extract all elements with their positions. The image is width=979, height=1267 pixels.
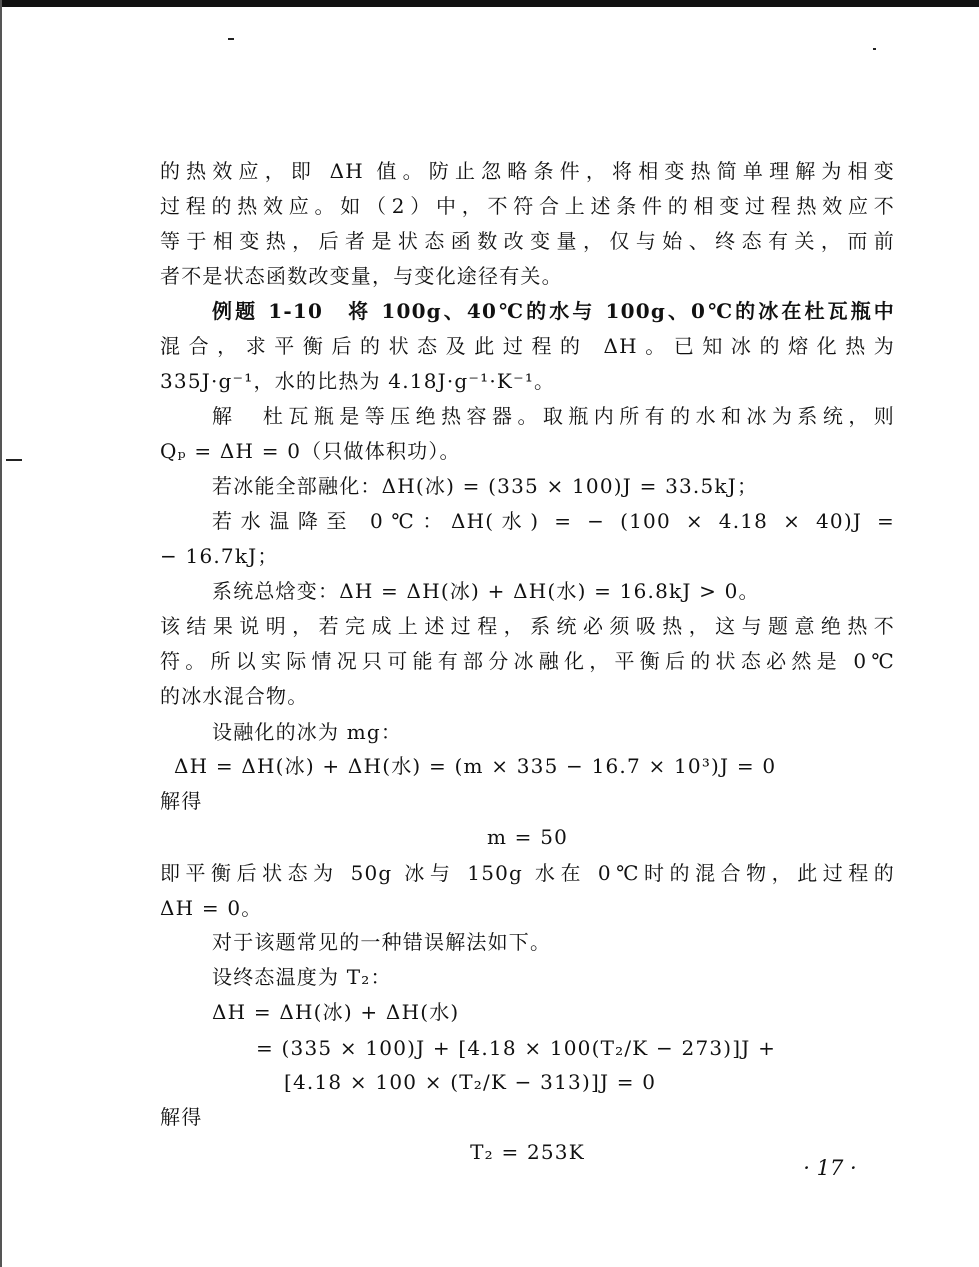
- equation-line: ΔH = ΔH(冰) + ΔH(水) = (m × 335 − 16.7 × 10³)J = 0: [174, 754, 777, 778]
- solution-line: 解 杜瓦瓶是等压绝热容器。取瓶内所有的水和冰为系统，则: [212, 404, 895, 428]
- top-border-rule: [0, 0, 979, 7]
- page-left-edge: [0, 0, 2, 1267]
- paragraph-line: 的热效应，即 ΔH 值。防止忽略条件，将相变热简单理解为相变: [160, 159, 895, 183]
- page-number: · 17 ·: [803, 1156, 857, 1180]
- paragraph-line: 该结果说明，若完成上述过程，系统必须吸热，这与题意绝热不: [160, 614, 895, 638]
- paragraph-line: 解得: [160, 789, 203, 813]
- paragraph-line: 即平衡后状态为 50g 冰与 150g 水在 0℃时的混合物，此过程的: [160, 861, 895, 885]
- paragraph-line: 等于相变热，后者是状态函数改变量，仅与始、终态有关，而前: [160, 229, 895, 253]
- equation-line: Qₚ = ΔH = 0（只做体积功）。: [160, 439, 461, 463]
- paragraph-line: 符。所以实际情况只可能有部分冰融化，平衡后的状态必然是 0℃: [160, 649, 895, 673]
- equation-line: [4.18 × 100 × (T₂/K − 313)]J = 0: [284, 1070, 657, 1094]
- paragraph-line: 设融化的冰为 mg：: [212, 720, 403, 744]
- paragraph-line: 335J·g⁻¹，水的比热为 4.18J·g⁻¹·K⁻¹。: [160, 369, 556, 393]
- scan-speck: [6, 459, 22, 461]
- paragraph-line: 者不是状态函数改变量，与变化途径有关。: [160, 264, 563, 288]
- equation-line: ΔH = 0。: [160, 896, 263, 920]
- equation-line: − 16.7kJ；: [160, 544, 279, 568]
- paragraph-line: 过程的热效应。如（2）中，不符合上述条件的相变过程热效应不: [160, 194, 895, 218]
- equation-line: 若冰能全部融化：ΔH(冰) = (335 × 100)J = 33.5kJ；: [212, 474, 759, 498]
- equation-line: 系统总焓变：ΔH = ΔH(冰) + ΔH(水) = 16.8kJ > 0。: [212, 579, 760, 603]
- paragraph-line: 解得: [160, 1105, 203, 1129]
- paragraph-line: 混合，求平衡后的状态及此过程的 ΔH。已知冰的熔化热为: [160, 334, 895, 358]
- equation-line: = (335 × 100)J + [4.18 × 100(T₂/K − 273)]J +: [256, 1036, 777, 1060]
- equation-line: 若水温降至 0℃：ΔH(水) = − (100 × 4.18 × 40)J =: [212, 509, 895, 533]
- equation-result: T₂ = 253K: [470, 1140, 585, 1164]
- paragraph-line: 对于该题常见的一种错误解法如下。: [212, 930, 552, 954]
- equation-result: m = 50: [486, 825, 569, 849]
- example-heading: 例题 1-10 将 100g、40℃的水与 100g、0℃的冰在杜瓦瓶中: [212, 299, 895, 323]
- scan-speck: [228, 38, 234, 40]
- equation-line: ΔH = ΔH(冰) + ΔH(水): [212, 1000, 460, 1024]
- paragraph-line: 的冰水混合物。: [160, 684, 309, 708]
- paragraph-line: 设终态温度为 T₂：: [212, 965, 392, 989]
- scan-speck: [873, 48, 876, 50]
